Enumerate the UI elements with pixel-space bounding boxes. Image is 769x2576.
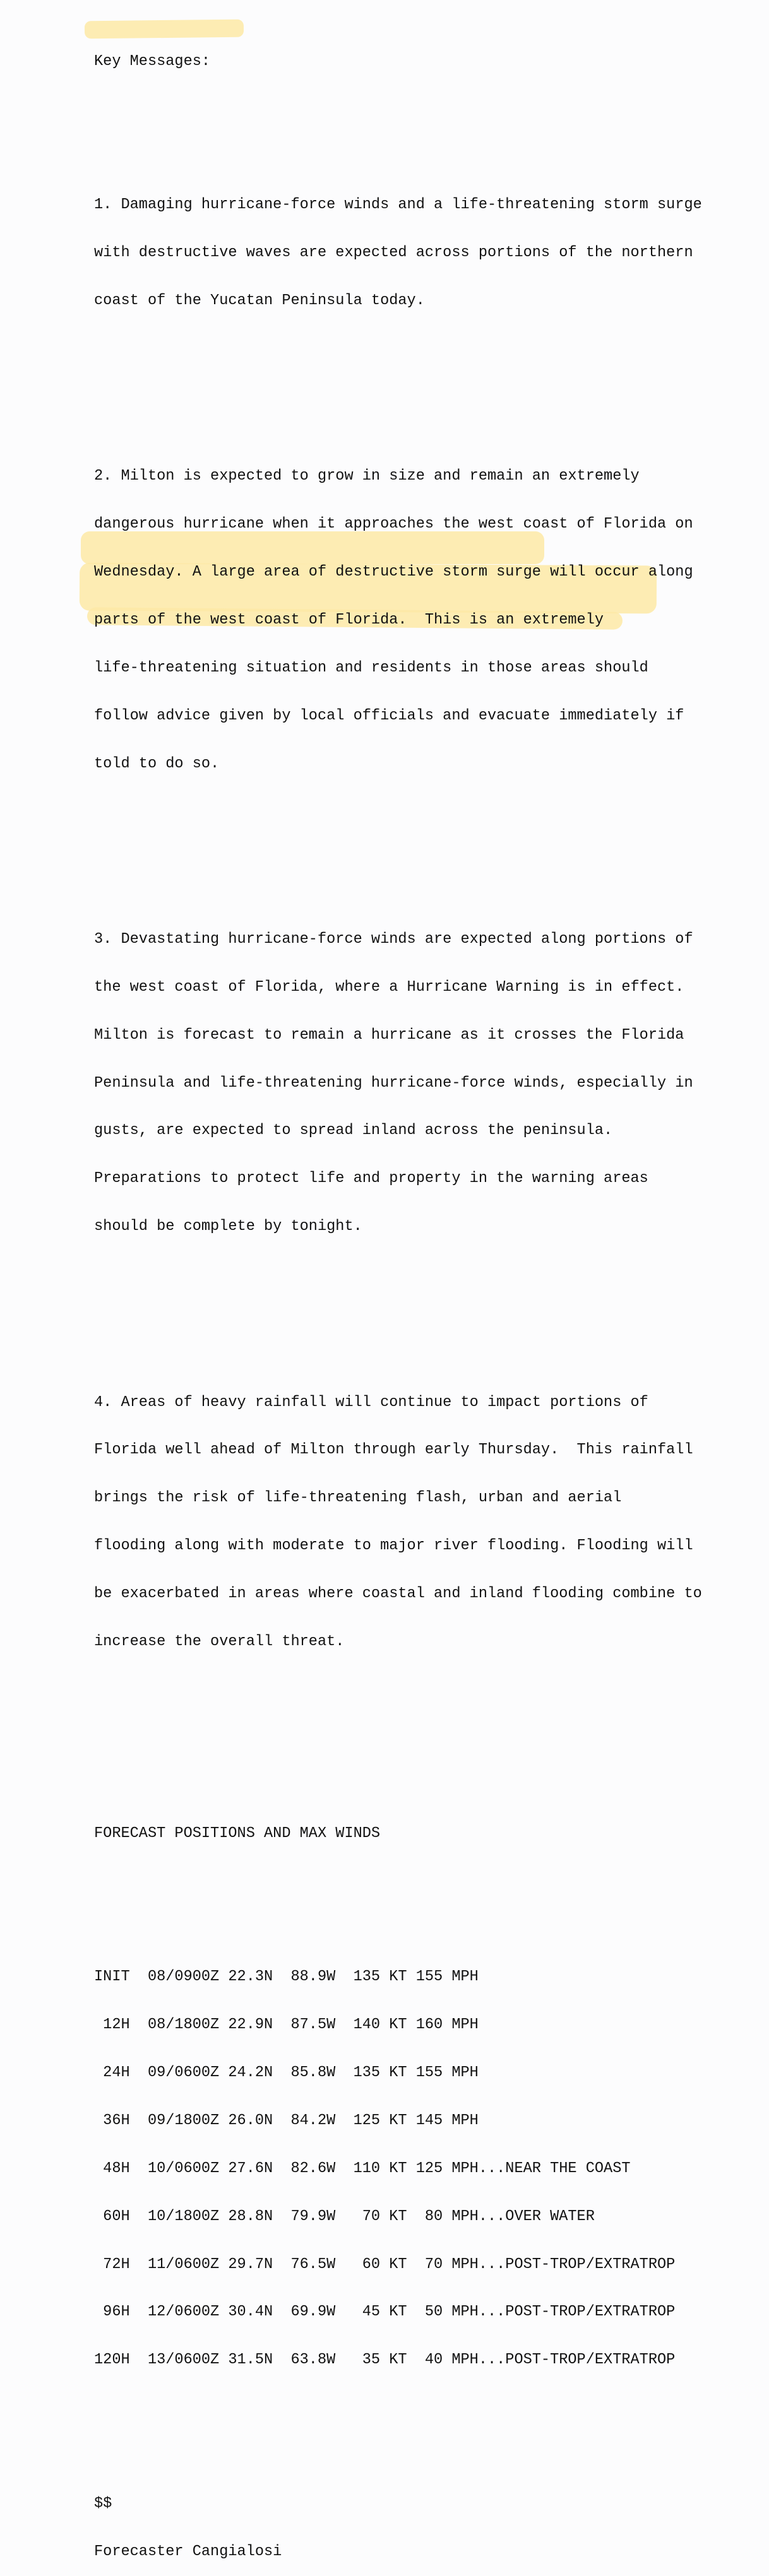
spacer [94,1299,757,1315]
spacer [94,101,757,117]
spacer [94,2432,757,2448]
message-line: 1. Damaging hurricane-force winds and a life-threatening storm surge [94,196,702,214]
discussion-document [94,21,757,2576]
message-line: dangerous hurricane when it approaches the west coast of Florida on [94,516,693,533]
message-line: Wednesday. A large area of destructive storm surge will occur along [94,564,693,581]
message-line: coast of the Yucatan Peninsula today. [94,292,425,310]
message-line: the west coast of Florida, where a Hurricane Warning is in effect. [94,978,684,996]
key-message-3 [94,899,757,1267]
message-line: brings the risk of life-threatening flash, urban and aerial [94,1489,622,1507]
spacer [94,1761,757,1777]
forecast-row: 48H 10/0600Z 27.6N 82.6W 110 KT 125 MPH...NEAR THE COAST [94,2159,631,2177]
forecast-positions-title: FORECAST POSITIONS AND MAX WINDS [94,1824,381,1842]
message-line: told to do so. [94,755,220,772]
forecast-row: 60H 10/1800Z 28.8N 79.9W 70 KT 80 MPH...OVER WATER [94,2207,595,2225]
message-line: parts of the west coast of Florida. This is an extremely [94,611,604,629]
forecast-table [94,1937,757,2401]
spacer [94,1873,757,1889]
forecaster-signature: Forecaster Cangialosi [94,2543,282,2560]
forecast-row: 120H 13/0600Z 31.5N 63.8W 35 KT 40 MPH...POST-TROP/EXTRATROP [94,2351,676,2369]
message-line: flooding along with moderate to major river flooding. Flooding will [94,1537,693,1555]
message-line: Milton is forecast to remain a hurricane as it crosses the Florida [94,1026,684,1044]
key-message-4 [94,1362,757,1682]
message-line: 3. Devastating hurricane-force winds are expected along portions of [94,930,693,948]
message-line: Florida well ahead of Milton through early Thursday. This rainfall [94,1441,693,1459]
spacer [94,1713,757,1729]
message-line: Peninsula and life-threatening hurricane-force winds, especially in [94,1074,693,1092]
forecast-row: 72H 11/0600Z 29.7N 76.5W 60 KT 70 MPH...POST-TROP/EXTRATROP [94,2255,676,2273]
message-line: 4. Areas of heavy rainfall will continue to impact portions of [94,1393,648,1411]
spacer [94,373,757,389]
forecast-row: 96H 12/0600Z 30.4N 69.9W 45 KT 50 MPH...POST-TROP/EXTRATROP [94,2303,676,2321]
message-line: life-threatening situation and residents in those areas should [94,659,648,676]
forecast-row: 36H 09/1800Z 26.0N 84.2W 125 KT 145 MPH [94,2112,479,2129]
highlight-mark-heading [85,20,244,39]
spacer [94,836,757,851]
message-line: Preparations to protect life and property in the warning areas [94,1170,648,1188]
forecast-row: INIT 08/0900Z 22.3N 88.9W 135 KT 155 MPH [94,1968,479,1986]
end-marker: $$ [94,2495,112,2513]
message-line: gusts, are expected to spread inland across the peninsula. [94,1122,613,1140]
message-line: be exacerbated in areas where coastal and inland flooding combine to [94,1585,702,1603]
message-line: follow advice given by local officials and evacuate immediately if [94,707,684,724]
message-line: increase the overall threat. [94,1633,345,1650]
key-message-2 [94,437,757,804]
key-messages-heading: Key Messages: [94,52,211,70]
key-message-1 [94,165,757,341]
message-line: with destructive waves are expected across portions of the northern [94,244,693,262]
message-line: 2. Milton is expected to grow in size and remain an extremely [94,468,640,485]
forecast-row: 24H 09/0600Z 24.2N 85.8W 135 KT 155 MPH [94,2064,479,2081]
message-line: should be complete by tonight. [94,1218,362,1236]
highlight-mark-forecast-rows-1 [81,531,544,564]
forecast-row: 12H 08/1800Z 22.9N 87.5W 140 KT 160 MPH [94,2016,479,2034]
